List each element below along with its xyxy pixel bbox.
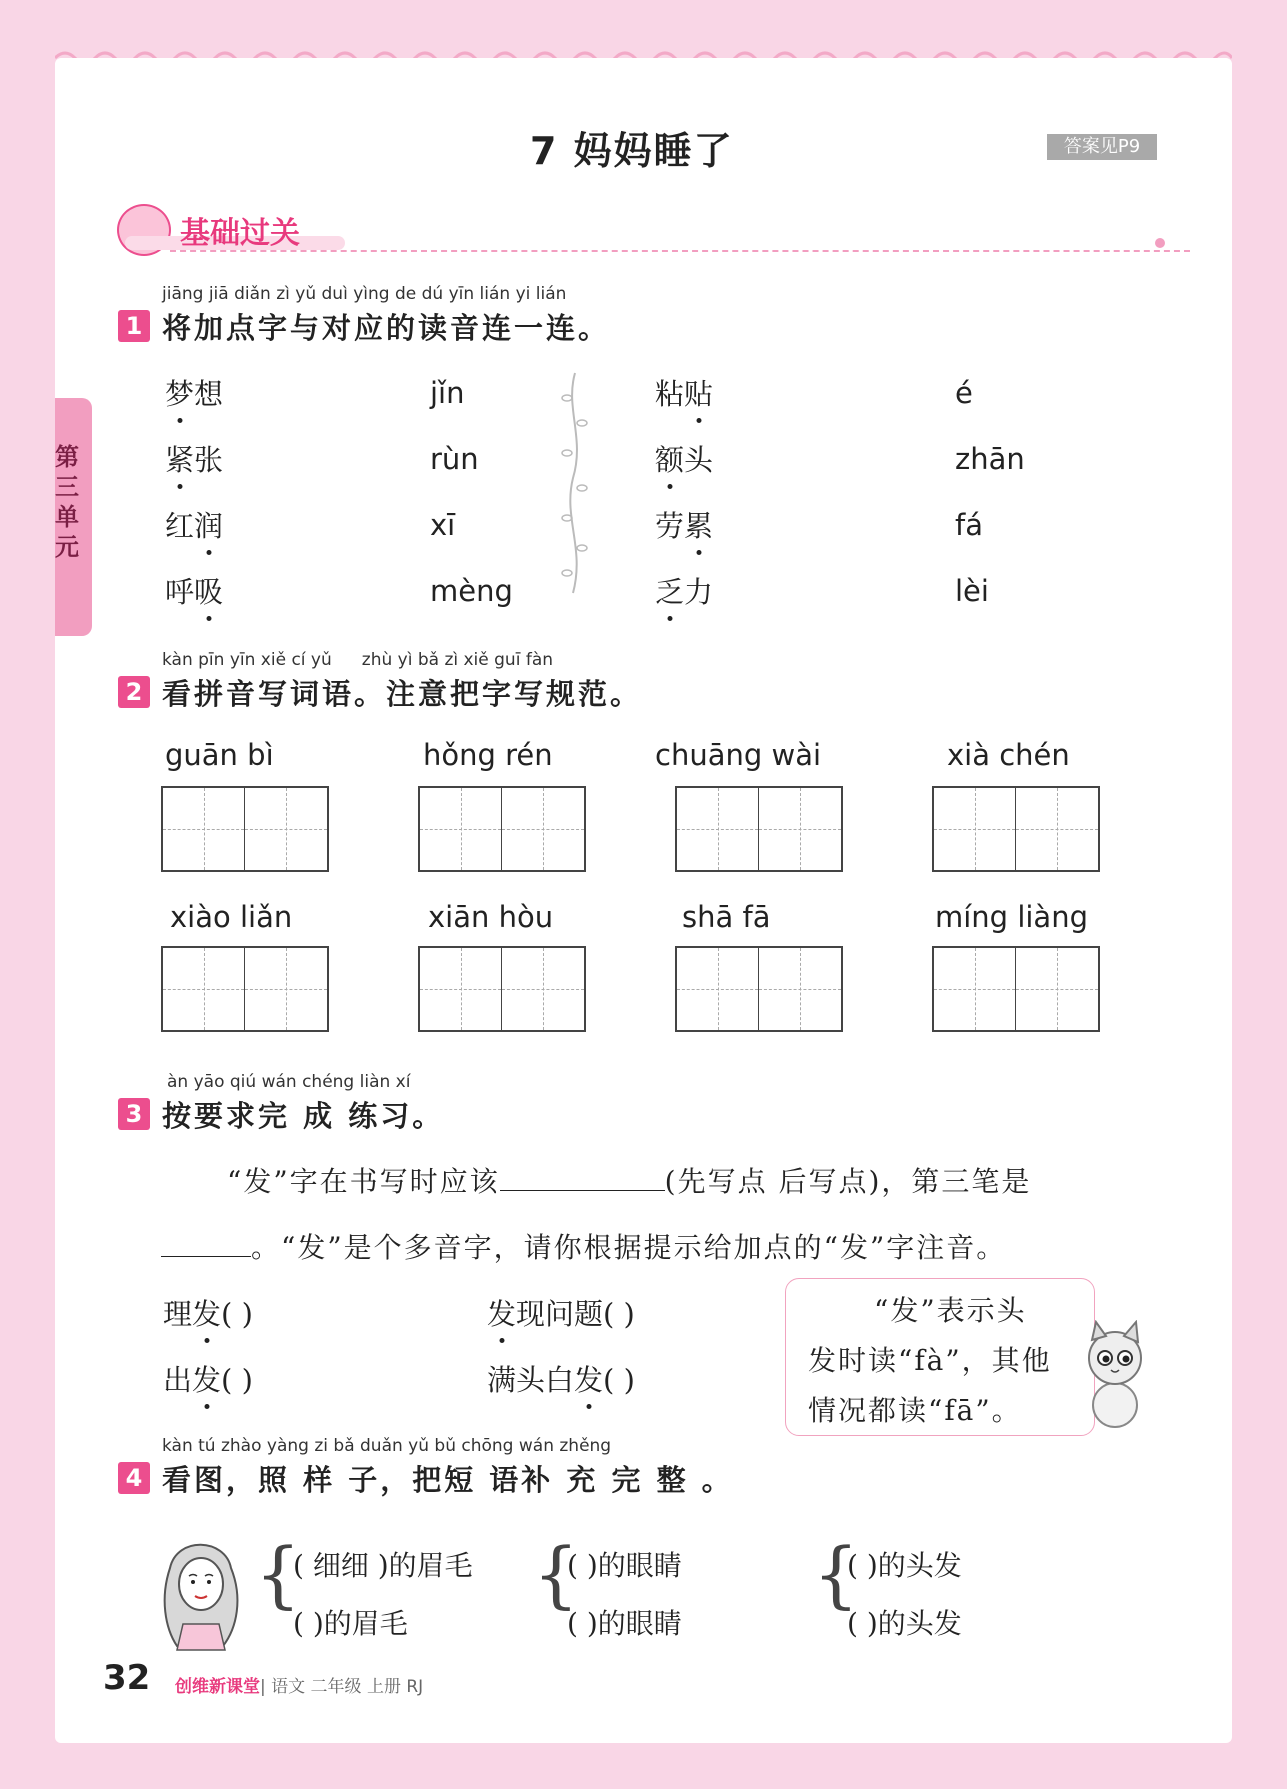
q2-word-pinyin: xiào liǎn [170, 900, 293, 934]
hint-line: “发”表示头 [874, 1294, 1027, 1327]
vine-divider-icon [555, 368, 595, 598]
q4-phrase[interactable]: ( 细细 )的眉毛 [293, 1549, 473, 1582]
unit-tab [55, 398, 92, 636]
q3-paragraph-line-2: 。“发”是个多音字，请你根据提示给加点的“发”字注音。 [161, 1226, 1006, 1266]
q4-instruction: 看图，照 样 子，把短 语补 充 完 整 。 [162, 1463, 734, 1497]
q1-number-badge: 1 [118, 310, 150, 342]
q1-left-pinyin[interactable]: mèng [430, 574, 513, 608]
writing-grid[interactable] [418, 946, 586, 1032]
q3-instruction: 按要求完 成 练习。 [162, 1099, 445, 1133]
footer-meta: | 语文 二年级 上册 RJ [260, 1677, 424, 1697]
q3-paragraph-line-1: “发”字在书写时应该 (先写点 后写点)，第三笔是 [227, 1165, 1032, 1198]
q1-left-word: 呼吸 [165, 575, 224, 609]
q1-left-word: 红润 [165, 509, 224, 543]
writing-grid[interactable] [932, 786, 1100, 872]
footer-info [175, 1672, 423, 1697]
q3-fa-item[interactable]: 发现问题( ) [487, 1297, 635, 1331]
q2-pinyin: kàn pīn yīn xiě cí yǔ zhù yì bǎ zì xiě guī fàn [162, 650, 554, 670]
q4-phrase[interactable]: ( )的头发 [847, 1549, 962, 1582]
section-title: 基础过关 [180, 216, 300, 251]
q4-number-badge: 4 [118, 1462, 150, 1494]
hint-line: 情况都读“fā”。 [808, 1394, 1022, 1427]
q4-phrase[interactable]: ( )的眼睛 [567, 1549, 682, 1582]
q1-right-pinyin[interactable]: fá [955, 508, 983, 542]
q4-phrase[interactable]: ( )的眼睛 [567, 1607, 682, 1640]
q4-phrase[interactable]: ( )的头发 [847, 1607, 962, 1640]
writing-grid[interactable] [675, 786, 843, 872]
q1-left-word: 梦想 [165, 377, 224, 411]
hint-box [785, 1278, 1095, 1436]
brace-icon: { [533, 1532, 579, 1616]
q2-word-pinyin: shā fā [682, 900, 771, 934]
q1-right-pinyin[interactable]: é [955, 376, 973, 410]
q1-left-pinyin[interactable]: xī [430, 508, 456, 542]
q3-number-badge: 3 [118, 1098, 150, 1130]
q1-right-pinyin[interactable]: zhān [955, 442, 1025, 476]
answer-reference-badge: 答案见P9 [1047, 134, 1157, 160]
q3-fa-item[interactable]: 满头白发( ) [487, 1363, 635, 1397]
q4-pinyin: kàn tú zhào yàng zi bǎ duǎn yǔ bǔ chōng wán zhěng [162, 1436, 612, 1456]
q1-right-word: 粘贴 [655, 377, 714, 411]
q1-left-pinyin[interactable]: rùn [430, 442, 479, 476]
section-divider [170, 250, 1190, 252]
q4-phrase[interactable]: ( )的眉毛 [293, 1607, 408, 1640]
q3-fa-item[interactable]: 理发( ) [163, 1297, 253, 1331]
brace-icon: { [813, 1532, 859, 1616]
q2-word-pinyin: guān bì [165, 738, 274, 772]
brace-icon: { [255, 1532, 301, 1616]
q2-word-pinyin: xiān hòu [428, 900, 554, 934]
third-stroke-blank[interactable] [161, 1256, 251, 1257]
lesson-title: 7 妈妈睡了 [530, 129, 734, 173]
q1-instruction: 将加点字与对应的读音连一连。 [162, 311, 611, 345]
writing-grid[interactable] [675, 946, 843, 1032]
q3-fa-item[interactable]: 出发( ) [163, 1363, 253, 1397]
stroke-order-blank[interactable] [500, 1190, 665, 1191]
q2-number-badge: 2 [118, 676, 150, 708]
cat-mascot-icon [1080, 1320, 1150, 1430]
unit-tab-label: 第三单元 [55, 443, 79, 561]
page-number: 32 [103, 1658, 151, 1698]
girl-illustration-icon [155, 1528, 245, 1652]
worksheet-page [55, 58, 1232, 1743]
q2-word-pinyin: míng liàng [935, 900, 1088, 934]
section-dot-icon [1155, 238, 1165, 248]
writing-grid[interactable] [161, 946, 329, 1032]
q1-right-word: 额头 [655, 443, 714, 477]
q1-pinyin: jiāng jiā diǎn zì yǔ duì yìng de dú yīn lián yi lián [162, 284, 567, 304]
q1-right-word: 劳累 [655, 509, 714, 543]
q1-left-word: 紧张 [165, 443, 224, 477]
writing-grid[interactable] [932, 946, 1100, 1032]
q2-word-pinyin: chuāng wài [655, 738, 822, 772]
q3-pinyin: àn yāo qiú wán chéng liàn xí [167, 1072, 411, 1092]
q1-right-word: 乏力 [655, 575, 714, 609]
hint-line: 发时读“fà”，其他 [808, 1344, 1052, 1377]
q1-left-pinyin[interactable]: jǐn [430, 376, 465, 410]
writing-grid[interactable] [418, 786, 586, 872]
q2-instruction: 看拼音写词语。注意把字写规范。 [162, 677, 643, 711]
q1-right-pinyin[interactable]: lèi [955, 574, 989, 608]
writing-grid[interactable] [161, 786, 329, 872]
q2-word-pinyin: hǒng rén [423, 738, 553, 772]
footer-brand: 创维新课堂 [175, 1677, 260, 1697]
q2-word-pinyin: xià chén [947, 738, 1070, 772]
